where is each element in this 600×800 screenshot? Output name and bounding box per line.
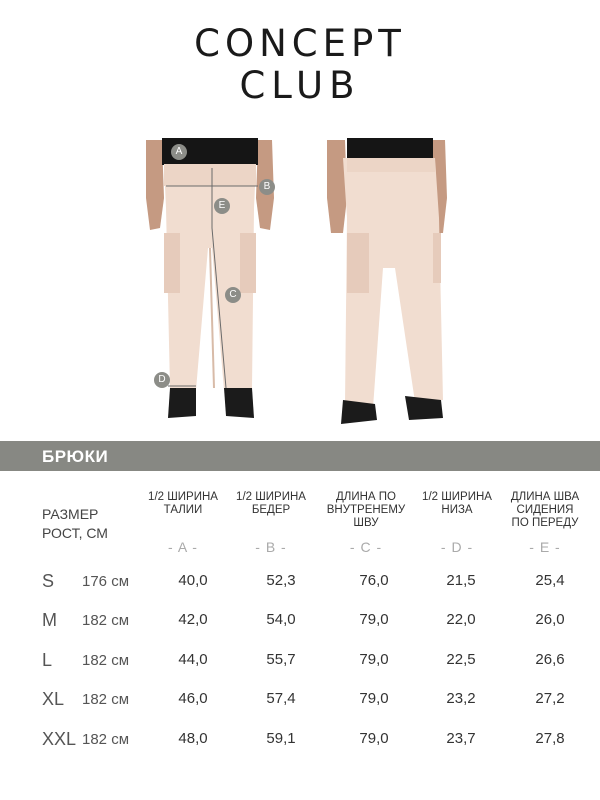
column-header-line: ТАЛИИ xyxy=(163,504,203,516)
marker-b: B xyxy=(259,179,275,195)
column-letter-b: - B - xyxy=(255,539,287,555)
column-header-line: 1/2 ШИРИНА xyxy=(422,491,492,503)
cell-waist: 48,0 xyxy=(178,730,208,747)
column-header-line: ДЛИНА ПО xyxy=(336,491,396,503)
size-label: XL xyxy=(42,689,65,709)
size-header-line2: РОСТ, СМ xyxy=(42,525,108,541)
cell-inseam: 79,0 xyxy=(359,730,389,747)
table-row xyxy=(0,571,600,595)
cell-inseam: 79,0 xyxy=(359,690,389,707)
size-column-header xyxy=(42,505,108,543)
cell-front-rise: 27,2 xyxy=(535,690,565,707)
cell-front-rise: 26,6 xyxy=(535,651,565,668)
cell-waist: 40,0 xyxy=(178,572,208,589)
height-label: 182 см xyxy=(82,612,130,629)
column-header-line: ДЛИНА ШВА xyxy=(510,491,580,503)
cell-inseam: 76,0 xyxy=(359,572,389,589)
column-header-hem xyxy=(412,491,502,517)
column-letter-d: - D - xyxy=(440,539,474,555)
height-label: 182 см xyxy=(82,731,130,748)
column-letter-c: - C - xyxy=(349,539,383,555)
size-label: M xyxy=(42,610,57,630)
cell-hips: 57,4 xyxy=(266,690,296,707)
cell-hem: 23,2 xyxy=(446,690,476,707)
table-row xyxy=(0,650,600,674)
column-header-hips xyxy=(226,491,316,517)
cell-hem: 22,5 xyxy=(446,651,476,668)
column-header-line: БЕДЕР xyxy=(251,504,291,516)
table-row xyxy=(0,610,600,634)
table-row xyxy=(0,689,600,713)
column-letter-a: - A - xyxy=(168,539,198,555)
column-header-line: ШВУ xyxy=(353,517,379,529)
column-header-line: ВНУТРЕНЕМУ xyxy=(326,504,406,516)
cell-waist: 44,0 xyxy=(178,651,208,668)
marker-e: E xyxy=(214,198,230,214)
column-header-line: 1/2 ШИРИНА xyxy=(236,491,306,503)
cell-front-rise: 26,0 xyxy=(535,611,565,628)
column-header-front-rise xyxy=(500,491,590,530)
column-header-waist xyxy=(138,491,228,517)
column-header-line: НИЗА xyxy=(441,504,473,516)
column-header-line: ПО ПЕРЕДУ xyxy=(511,517,579,529)
size-label: XXL xyxy=(42,729,77,749)
cell-hem: 21,5 xyxy=(446,572,476,589)
section-title: БРЮКИ xyxy=(42,447,109,466)
marker-d: D xyxy=(154,372,170,388)
height-label: 176 см xyxy=(82,573,130,590)
cell-hips: 52,3 xyxy=(266,572,296,589)
cell-waist: 42,0 xyxy=(178,611,208,628)
cell-hem: 23,7 xyxy=(446,730,476,747)
cell-front-rise: 27,8 xyxy=(535,730,565,747)
height-label: 182 см xyxy=(82,652,130,669)
cell-inseam: 79,0 xyxy=(359,651,389,668)
brand-logo-line1: CONCEPT xyxy=(194,22,406,65)
size-label: S xyxy=(42,571,55,591)
cell-hips: 59,1 xyxy=(266,730,296,747)
marker-c: C xyxy=(225,287,241,303)
marker-a: A xyxy=(171,144,187,160)
brand-logo xyxy=(0,22,600,106)
height-label: 182 см xyxy=(82,691,130,708)
cell-hem: 22,0 xyxy=(446,611,476,628)
size-label: L xyxy=(42,650,53,670)
column-header-line: СИДЕНИЯ xyxy=(516,504,574,516)
cell-front-rise: 25,4 xyxy=(535,572,565,589)
cell-hips: 55,7 xyxy=(266,651,296,668)
column-letter-e: - E - xyxy=(529,539,561,555)
table-row xyxy=(0,729,600,753)
column-header-inseam xyxy=(321,491,411,530)
size-header-line1: РАЗМЕР xyxy=(42,506,99,522)
brand-logo-line2: CLUB xyxy=(239,64,361,107)
cell-waist: 46,0 xyxy=(178,690,208,707)
column-header-line: 1/2 ШИРИНА xyxy=(148,491,218,503)
cell-hips: 54,0 xyxy=(266,611,296,628)
back-view-photo xyxy=(325,138,450,428)
cell-inseam: 79,0 xyxy=(359,611,389,628)
